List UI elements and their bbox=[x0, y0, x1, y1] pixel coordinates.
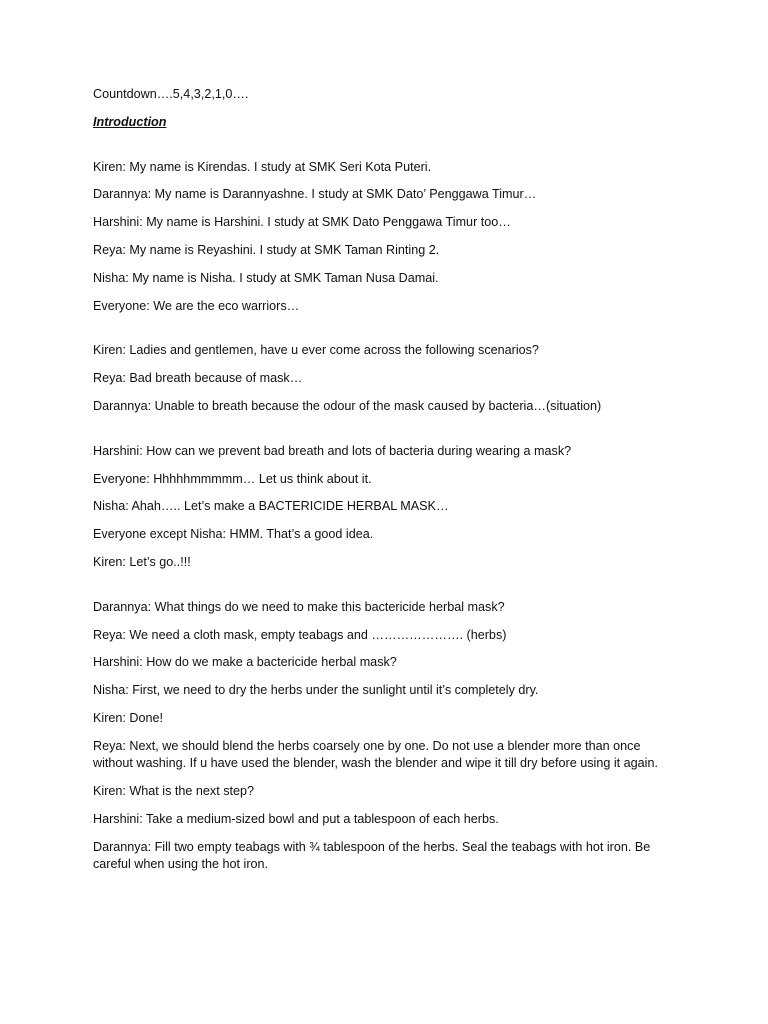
section-heading: Introduction bbox=[93, 114, 167, 129]
intro-dialogue bbox=[93, 159, 683, 315]
spacer bbox=[93, 325, 683, 342]
spacer bbox=[93, 582, 683, 599]
countdown-line: Countdown….5,4,3,2,1,0…. bbox=[93, 87, 249, 101]
dialogue-line: Everyone: We are the eco warriors… bbox=[93, 298, 300, 313]
idea-dialogue bbox=[93, 443, 683, 572]
dialogue-line: Darannya: What things do we need to make this bactericide herbal mask? bbox=[93, 599, 505, 614]
dialogue-line: Darannya: My name is Darannyashne. I study at SMK Dato’ Penggawa Timur… bbox=[93, 187, 537, 202]
dialogue-line: Reya: Next, we should blend the herbs coarsely one by one. Do not use a blender more than once without washing. If u have used the blender, wash the blender and wipe it till dry before using it again. bbox=[93, 738, 658, 771]
dialogue-line: Kiren: Let’s go..!!! bbox=[93, 554, 191, 569]
document-page bbox=[93, 86, 683, 884]
dialogue-line: Harshini: How can we prevent bad breath and lots of bacteria during wearing a mask? bbox=[93, 443, 572, 458]
spacer bbox=[93, 426, 683, 443]
dialogue-line: Nisha: Ahah….. Let’s make a BACTERICIDE HERBAL MASK… bbox=[93, 499, 449, 514]
dialogue-line: Reya: My name is Reyashini. I study at SMK Taman Rinting 2. bbox=[93, 242, 440, 257]
dialogue-line: Nisha: My name is Nisha. I study at SMK Taman Nusa Damai. bbox=[93, 270, 439, 285]
dialogue-line: Darannya: Fill two empty teabags with ¾ tablespoon of the herbs. Seal the teabags with hot iron. Be careful when using the hot iron. bbox=[93, 839, 651, 872]
steps-dialogue bbox=[93, 599, 683, 874]
dialogue-line: Nisha: First, we need to dry the herbs under the sunlight until it’s completely dry. bbox=[93, 683, 539, 698]
dialogue-line: Darannya: Unable to breath because the odour of the mask caused by bacteria…(situation) bbox=[93, 398, 602, 413]
dialogue-line: Kiren: Done! bbox=[93, 710, 164, 725]
dialogue-line: Harshini: How do we make a bactericide herbal mask? bbox=[93, 655, 397, 670]
spacer bbox=[93, 142, 683, 159]
scenario-dialogue bbox=[93, 342, 683, 415]
dialogue-line: Everyone: Hhhhhmmmmm… Let us think about it. bbox=[93, 471, 372, 486]
dialogue-line: Everyone except Nisha: HMM. That’s a good idea. bbox=[93, 527, 374, 542]
dialogue-line: Harshini: My name is Harshini. I study at SMK Dato Penggawa Timur too… bbox=[93, 215, 511, 230]
dialogue-line: Kiren: What is the next step? bbox=[93, 784, 255, 799]
dialogue-line: Kiren: My name is Kirendas. I study at SMK Seri Kota Puteri. bbox=[93, 159, 432, 174]
dialogue-line: Kiren: Ladies and gentlemen, have u ever come across the following scenarios? bbox=[93, 343, 539, 358]
dialogue-line: Reya: We need a cloth mask, empty teabags and …………………. (herbs) bbox=[93, 627, 507, 642]
dialogue-line: Reya: Bad breath because of mask… bbox=[93, 371, 303, 386]
dialogue-line: Harshini: Take a medium-sized bowl and put a tablespoon of each herbs. bbox=[93, 811, 499, 826]
